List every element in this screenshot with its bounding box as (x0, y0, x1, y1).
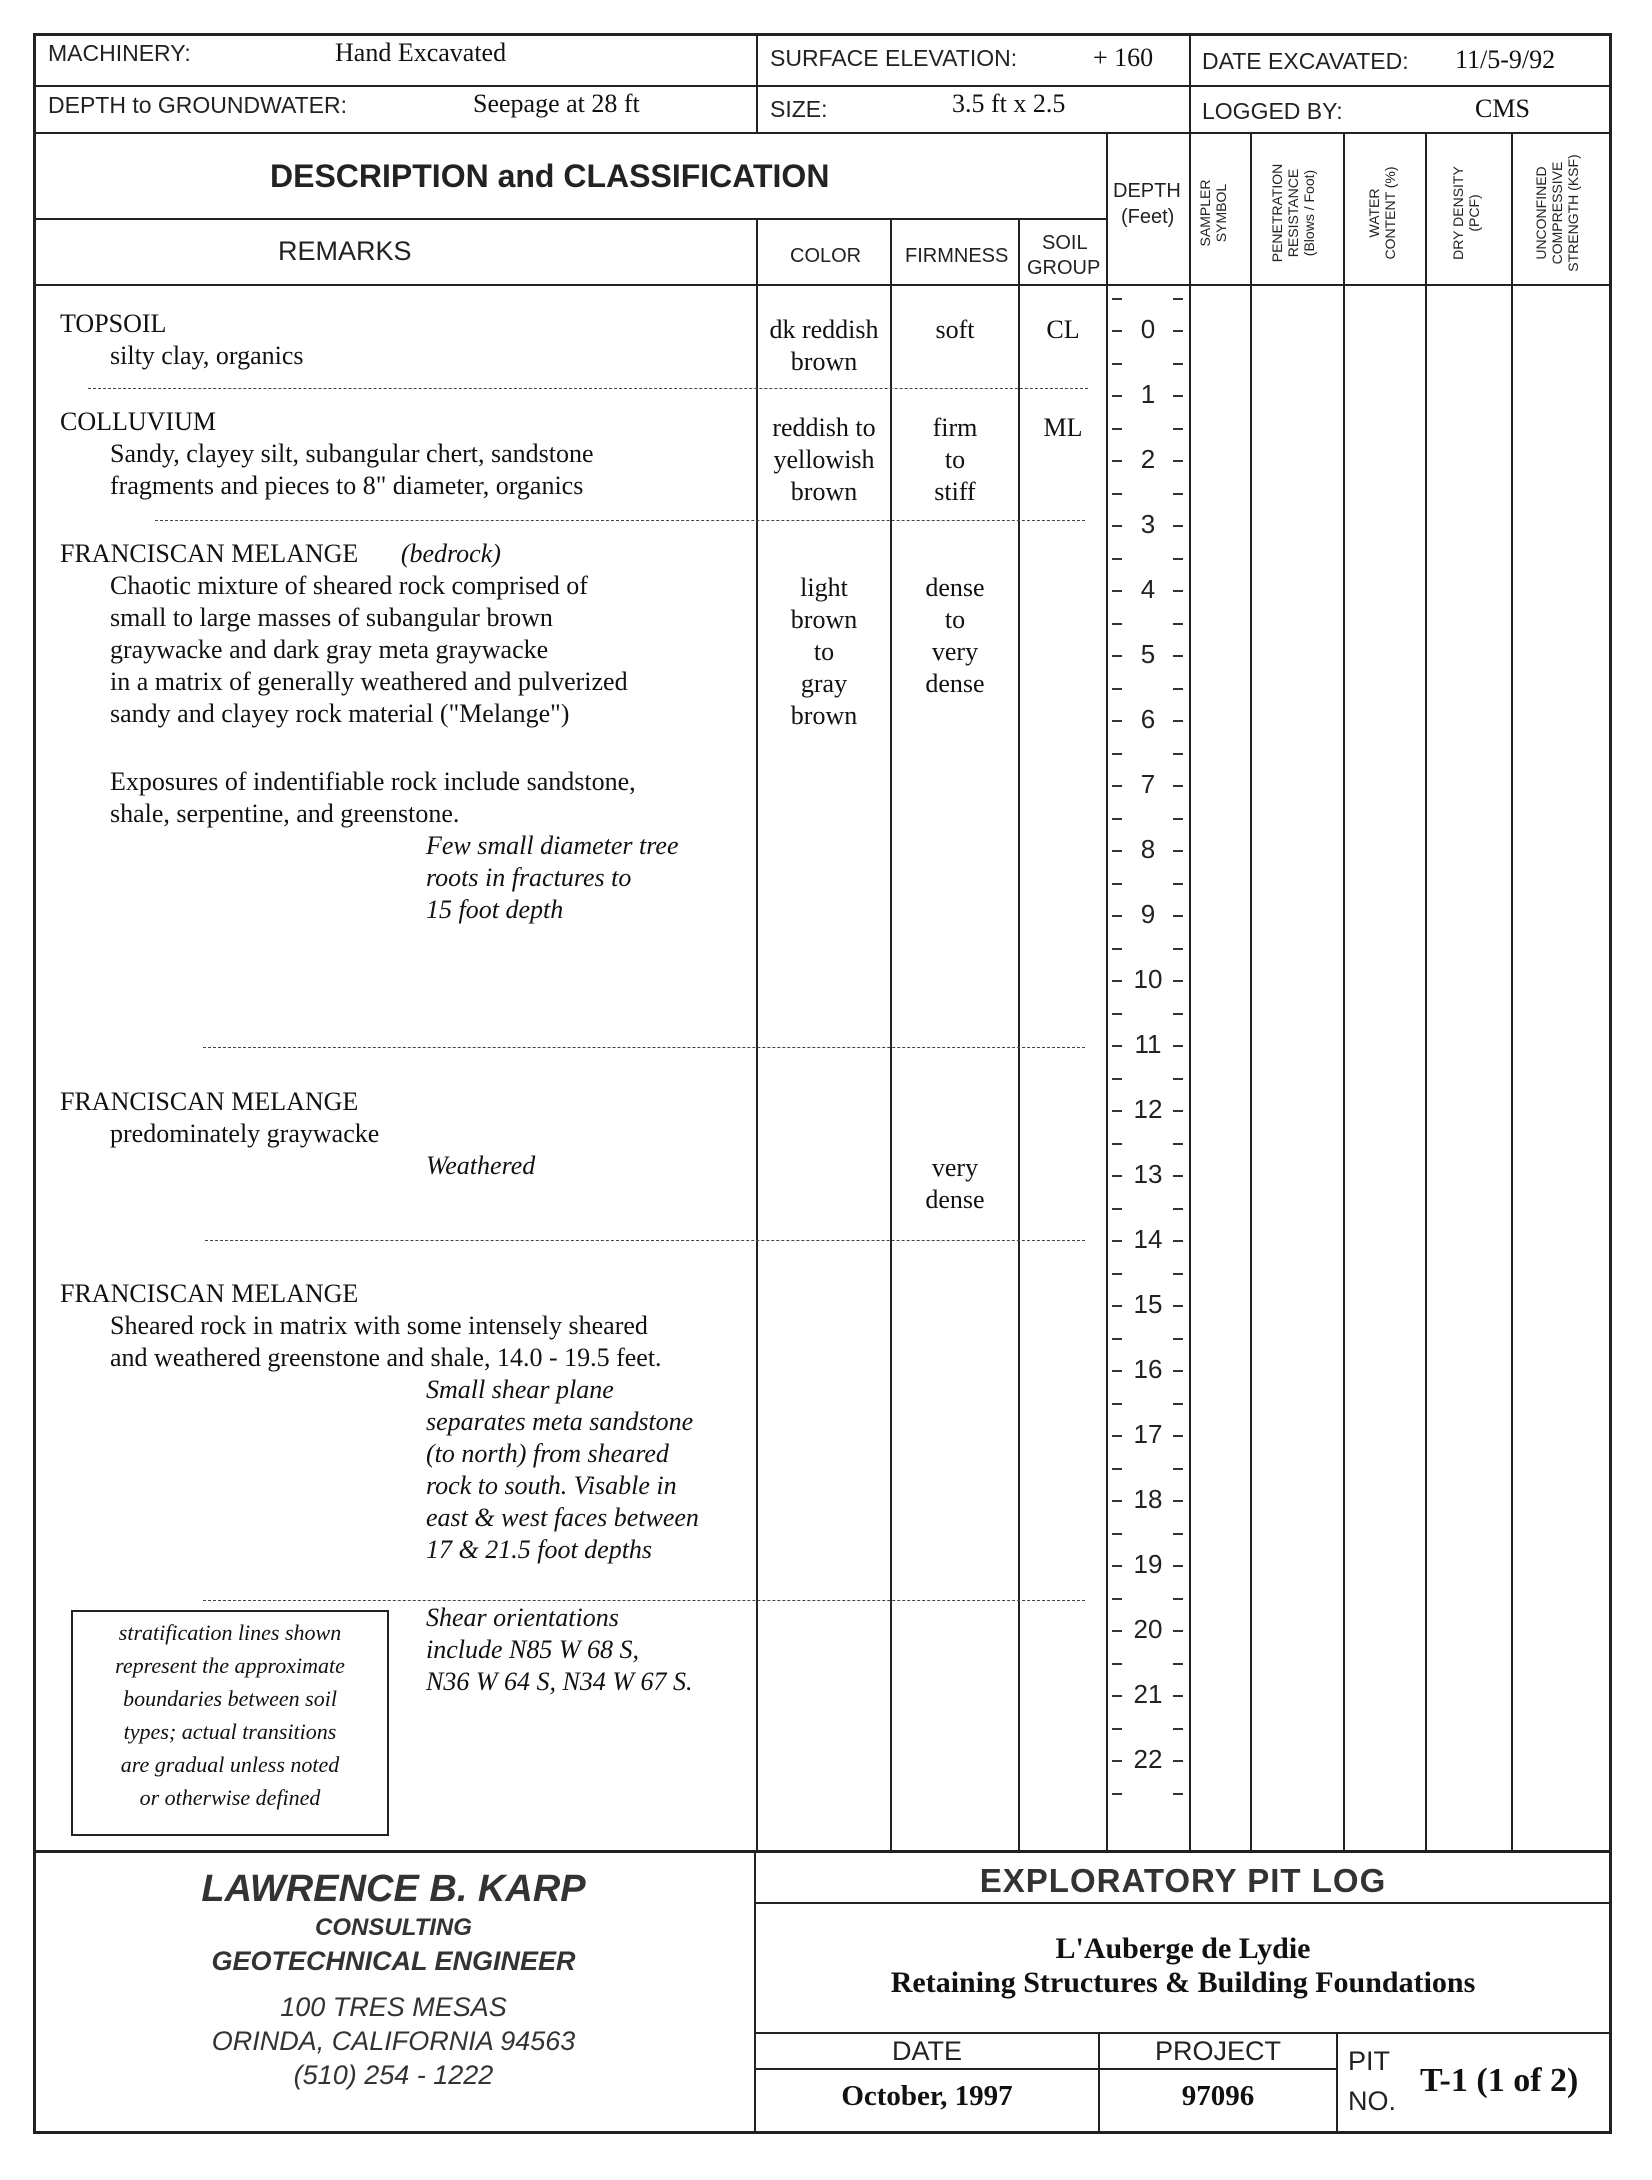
dry-header-line: DRY DENSITY (1450, 166, 1466, 260)
color-line: yellowish (773, 445, 875, 474)
depth-tick (1173, 1793, 1183, 1795)
color-line: brown (790, 347, 858, 376)
water-header-line: WATER (1366, 188, 1382, 238)
note-line: represent the approximate (115, 1653, 345, 1678)
depth-label: 15 (1133, 1289, 1163, 1319)
layer-soil-group: ML (1043, 413, 1083, 442)
layer-melange-sheared (60, 1278, 662, 1374)
depth-tick (1173, 1403, 1183, 1405)
depth-tick (1173, 1435, 1183, 1437)
depth-tick (1112, 688, 1122, 690)
note-line: Shear orientations (426, 1603, 619, 1632)
layer-firmness (892, 314, 1018, 346)
depth-tick (1112, 1208, 1122, 1210)
depth-label: 5 (1140, 639, 1156, 669)
depth-tick (1112, 655, 1122, 657)
color-line: brown (790, 701, 858, 730)
depth-label: 21 (1133, 1679, 1163, 1709)
layer-name: FRANCISCAN MELANGE (60, 1087, 359, 1116)
firmness-line: dense (925, 1185, 985, 1214)
ucs-header-line: COMPRESSIVE (1549, 161, 1565, 265)
divider (754, 2068, 1336, 2070)
layer-topsoil (60, 308, 304, 372)
stratification-line (203, 1047, 1085, 1048)
depth-tick (1112, 948, 1122, 950)
depth-label: 17 (1133, 1419, 1163, 1449)
depth-header-1: DEPTH (1113, 180, 1181, 202)
layer-colluvium (60, 406, 594, 502)
depth-tick (1173, 753, 1183, 755)
stratification-note-box (71, 1610, 389, 1836)
depth-tick (1112, 883, 1122, 885)
depth-tick (1173, 915, 1183, 917)
firmness-line: dense (925, 669, 985, 698)
groundwater-value: Seepage at 28 ft (473, 89, 640, 118)
depth-tick (1112, 1793, 1122, 1795)
layer-name: FRANCISCAN MELANGE (60, 1279, 359, 1308)
note-line: N36 W 64 S, N34 W 67 S. (426, 1667, 693, 1696)
water-content-header (1366, 143, 1402, 283)
depth-tick (1112, 915, 1122, 917)
depth-tick (1112, 980, 1122, 982)
depth-tick (1112, 1078, 1122, 1080)
ucs-header (1533, 138, 1589, 288)
layer-line: sandy and clayey rock material ("Melange") (110, 699, 570, 728)
layer-exposures (110, 766, 636, 830)
firmness-line: very (931, 1153, 979, 1182)
depth-tick (1173, 1533, 1183, 1535)
depth-tick (1173, 1338, 1183, 1340)
logged-by-value: CMS (1475, 94, 1530, 123)
note-line: types; actual transitions (123, 1719, 337, 1744)
depth-tick (1173, 1208, 1183, 1210)
depth-tick (1173, 1273, 1183, 1275)
depth-label: 22 (1133, 1744, 1163, 1774)
layer-name: COLLUVIUM (60, 407, 216, 436)
depth-tick (1173, 785, 1183, 787)
stratification-line (205, 1240, 1085, 1241)
firmness-line: firm (932, 413, 978, 442)
divider (1343, 132, 1345, 1852)
depth-tick (1173, 688, 1183, 690)
depth-tick (1173, 1240, 1183, 1242)
layer-line: graywacke and dark gray meta graywacke (110, 635, 549, 664)
penetration-header-line: RESISTANCE (1285, 168, 1301, 258)
depth-label: 3 (1140, 509, 1156, 539)
depth-tick (1173, 623, 1183, 625)
note-line: Few small diameter tree (426, 831, 679, 860)
firmness-line: to (944, 605, 966, 634)
depth-tick (1112, 590, 1122, 592)
water-header-line: CONTENT (%) (1382, 166, 1398, 260)
sampler-header (1197, 143, 1233, 283)
depth-tick (1173, 493, 1183, 495)
depth-tick (1112, 623, 1122, 625)
soil-group-header-2: GROUP (1027, 257, 1101, 279)
color-line: gray (800, 669, 848, 698)
depth-tick (1112, 850, 1122, 852)
ucs-header-line: STRENGTH (KSF) (1565, 154, 1581, 272)
stratification-note (73, 1612, 387, 1814)
divider (33, 85, 1612, 87)
stratification-line (88, 388, 1088, 389)
surface-elevation-label: SURFACE ELEVATION: (770, 45, 1018, 71)
depth-tick (1173, 1630, 1183, 1632)
depth-tick (1112, 298, 1122, 300)
depth-tick (1173, 330, 1183, 332)
soil-group-header-1: SOIL (1042, 232, 1088, 254)
date-excavated-value: 11/5-9/92 (1455, 45, 1556, 74)
depth-tick (1112, 558, 1122, 560)
depth-tick (1173, 980, 1183, 982)
depth-label: 16 (1133, 1354, 1163, 1384)
divider (33, 132, 1612, 134)
depth-tick (1173, 1598, 1183, 1600)
surface-elevation-value: + 160 (1093, 43, 1154, 72)
depth-tick (1173, 948, 1183, 950)
note-line: or otherwise defined (139, 1785, 321, 1810)
color-line: light (800, 573, 848, 602)
dry-density-header (1450, 143, 1486, 283)
depth-tick (1112, 785, 1122, 787)
depth-tick (1112, 720, 1122, 722)
firmness-line: soft (935, 315, 975, 344)
depth-tick (1112, 1338, 1122, 1340)
layer-line: and weathered greenstone and shale, 14.0 - 19.5 feet. (110, 1343, 662, 1372)
depth-tick (1112, 1110, 1122, 1112)
layer-name: TOPSOIL (60, 309, 167, 338)
engineer-phone: (510) 254 - 1222 (293, 2060, 494, 2090)
color-line: brown (790, 477, 858, 506)
ucs-header-line: UNCONFINED (1533, 166, 1549, 260)
sampler-header-line: SAMPLER (1197, 179, 1213, 247)
depth-tick (1173, 818, 1183, 820)
note-line: east & west faces between (426, 1503, 699, 1532)
layer-line: Exposures of indentifiable rock include sandstone, (110, 767, 636, 796)
project-description: Retaining Structures & Building Foundations (890, 1966, 1476, 1999)
depth-tick (1173, 1078, 1183, 1080)
divider (756, 33, 758, 132)
depth-label: 18 (1133, 1484, 1163, 1514)
depth-tick (1173, 460, 1183, 462)
depth-tick (1112, 460, 1122, 462)
penetration-header-line: (Blows / Foot) (1301, 169, 1317, 257)
layer-shear-orientations (426, 1602, 693, 1698)
divider (1425, 132, 1427, 1852)
dry-header-line: (PCF) (1466, 194, 1482, 232)
pit-number: T-1 (1 of 2) (1420, 2062, 1579, 2099)
note-line: separates meta sandstone (426, 1407, 694, 1436)
depth-label: 9 (1140, 899, 1156, 929)
depth-tick (1173, 1013, 1183, 1015)
depth-tick (1173, 1565, 1183, 1567)
depth-tick (1112, 1305, 1122, 1307)
layer-line: Chaotic mixture of sheared rock comprised of (110, 571, 588, 600)
depth-label: 8 (1140, 834, 1156, 864)
layer-line: in a matrix of generally weathered and pulverized (110, 667, 628, 696)
depth-label: 0 (1140, 314, 1156, 344)
logged-by-label: LOGGED BY: (1202, 98, 1343, 124)
depth-tick (1112, 1695, 1122, 1697)
layer-color (758, 314, 890, 378)
depth-tick (1173, 1728, 1183, 1730)
divider (1018, 218, 1020, 1852)
penetration-header (1269, 138, 1325, 288)
depth-tick (1112, 1045, 1122, 1047)
depth-label: 19 (1133, 1549, 1163, 1579)
project-label: PROJECT (1154, 2036, 1281, 2066)
depth-tick (1112, 1143, 1122, 1145)
layer-line: small to large masses of subangular brown (110, 603, 553, 632)
depth-tick (1112, 1370, 1122, 1372)
machinery-label: MACHINERY: (48, 40, 191, 66)
depth-tick (1173, 298, 1183, 300)
firmness-line: very (931, 637, 979, 666)
layer-qualifier: (bedrock) (400, 539, 501, 568)
depth-label: 13 (1133, 1159, 1163, 1189)
depth-tick (1112, 525, 1122, 527)
depth-label: 2 (1140, 444, 1156, 474)
depth-tick (1173, 1760, 1183, 1762)
layer-line: Sandy, clayey silt, subangular chert, sandstone (110, 439, 594, 468)
firmness-line: to (944, 445, 966, 474)
stratification-line (203, 1600, 1085, 1601)
depth-tick (1173, 883, 1183, 885)
depth-tick (1173, 395, 1183, 397)
depth-tick (1173, 850, 1183, 852)
layer-roots-note (426, 830, 678, 926)
penetration-header-line: PENETRATION (1269, 163, 1285, 263)
depth-tick (1112, 330, 1122, 332)
depth-tick (1173, 1143, 1183, 1145)
date-excavated-label: DATE EXCAVATED: (1202, 48, 1409, 74)
depth-tick (1112, 1500, 1122, 1502)
layer-melange-bedrock (60, 538, 628, 730)
depth-tick (1112, 1435, 1122, 1437)
divider (1106, 132, 1108, 1852)
depth-tick (1112, 1663, 1122, 1665)
layer-line: predominately graywacke (110, 1119, 380, 1148)
layer-name: FRANCISCAN MELANGE (60, 539, 359, 568)
engineer-title-2: GEOTECHNICAL ENGINEER (211, 1946, 576, 1976)
depth-tick (1112, 1175, 1122, 1177)
depth-tick (1173, 525, 1183, 527)
depth-label: 7 (1140, 769, 1156, 799)
date-label: DATE (891, 2036, 962, 2066)
divider (754, 2032, 1612, 2034)
note-line: Small shear plane (426, 1375, 614, 1404)
depth-tick (1112, 1533, 1122, 1535)
depth-label: 1 (1140, 379, 1156, 409)
depth-tick (1173, 1175, 1183, 1177)
description-title: DESCRIPTION and CLASSIFICATION (270, 158, 830, 194)
color-line: dk reddish (769, 315, 879, 344)
depth-label: 4 (1140, 574, 1156, 604)
layer-firmness (892, 572, 1018, 700)
depth-tick (1112, 1468, 1122, 1470)
note-line: 15 foot depth (426, 895, 564, 924)
depth-tick (1112, 1013, 1122, 1015)
depth-tick (1173, 1110, 1183, 1112)
depth-label: 10 (1133, 964, 1163, 994)
firmness-header: FIRMNESS (905, 245, 1009, 267)
divider (1511, 132, 1513, 1852)
layer-line: silty clay, organics (110, 341, 304, 370)
divider (1189, 33, 1191, 132)
divider (1250, 132, 1252, 1852)
depth-tick (1173, 1663, 1183, 1665)
depth-tick (1112, 428, 1122, 430)
layer-firmness (892, 412, 1018, 508)
note-line: 17 & 21.5 foot depths (426, 1535, 653, 1564)
divider (33, 284, 1612, 286)
color-line: to (813, 637, 835, 666)
depth-label: 6 (1140, 704, 1156, 734)
firmness-line: dense (925, 573, 985, 602)
layer-soil-group: CL (1046, 315, 1080, 344)
layer-firmness (892, 1152, 1018, 1216)
depth-tick (1173, 1468, 1183, 1470)
depth-tick (1112, 1240, 1122, 1242)
pit-label-2: NO. (1348, 2086, 1397, 2116)
depth-tick (1112, 1598, 1122, 1600)
note-line: roots in fractures to (426, 863, 632, 892)
depth-label: 11 (1134, 1029, 1162, 1059)
stratification-line (155, 520, 1085, 521)
pit-label-1: PIT (1348, 2046, 1391, 2076)
depth-tick (1112, 1403, 1122, 1405)
depth-tick (1173, 590, 1183, 592)
depth-tick (1112, 1565, 1122, 1567)
depth-header-2: (Feet) (1121, 206, 1175, 228)
note-line: rock to south. Visable in (426, 1471, 677, 1500)
note-line: include N85 W 68 S, (426, 1635, 640, 1664)
layer-color (758, 572, 890, 732)
depth-tick (1173, 720, 1183, 722)
log-title: EXPLORATORY PIT LOG (979, 1862, 1387, 1899)
groundwater-label: DEPTH to GROUNDWATER: (48, 92, 348, 118)
firmness-line: stiff (934, 477, 976, 506)
layer-color (758, 412, 890, 508)
depth-tick (1173, 1695, 1183, 1697)
layer-shear-plane-note (426, 1374, 699, 1566)
note-line: are gradual unless noted (120, 1752, 340, 1777)
depth-tick (1173, 1045, 1183, 1047)
layer-melange-graywacke (60, 1086, 379, 1150)
depth-label: 20 (1133, 1614, 1163, 1644)
project-number: 97096 (1181, 2080, 1255, 2112)
layer-line: Sheared rock in matrix with some intensely sheared (110, 1311, 648, 1340)
layer-line: shale, serpentine, and greenstone. (110, 799, 460, 828)
depth-tick (1173, 655, 1183, 657)
depth-tick (1173, 428, 1183, 430)
note-line: boundaries between soil (123, 1686, 337, 1711)
depth-tick (1112, 363, 1122, 365)
note-line: (to north) from sheared (426, 1439, 669, 1468)
size-label: SIZE: (770, 96, 828, 122)
depth-tick (1112, 1273, 1122, 1275)
divider (33, 1850, 1612, 1853)
color-line: reddish to (772, 413, 876, 442)
layer-weathered: Weathered (426, 1151, 536, 1180)
depth-tick (1173, 363, 1183, 365)
engineer-name: LAWRENCE B. KARP (201, 1868, 586, 1910)
divider (1336, 2032, 1338, 2134)
engineer-address-2: ORINDA, CALIFORNIA 94563 (211, 2026, 576, 2056)
size-value: 3.5 ft x 2.5 (952, 89, 1066, 118)
depth-tick (1112, 753, 1122, 755)
depth-tick (1112, 1728, 1122, 1730)
depth-label: 14 (1133, 1224, 1163, 1254)
divider (33, 218, 1106, 220)
color-line: brown (790, 605, 858, 634)
divider (1189, 132, 1191, 1852)
engineer-address-1: 100 TRES MESAS (280, 1992, 507, 2022)
depth-tick (1173, 1305, 1183, 1307)
depth-tick (1112, 493, 1122, 495)
depth-label: 12 (1133, 1094, 1163, 1124)
depth-tick (1112, 395, 1122, 397)
depth-tick (1112, 818, 1122, 820)
layer-name-row (60, 538, 628, 570)
depth-tick (1173, 558, 1183, 560)
depth-tick (1173, 1370, 1183, 1372)
date-value: October, 1997 (841, 2080, 1013, 2112)
remarks-header: REMARKS (278, 236, 412, 266)
machinery-value: Hand Excavated (335, 38, 507, 67)
engineer-title-1: CONSULTING (315, 1914, 472, 1941)
depth-tick (1112, 1760, 1122, 1762)
depth-tick (1112, 1630, 1122, 1632)
divider (754, 1902, 1612, 1904)
project-name: L'Auberge de Lydie (1055, 1932, 1311, 1965)
layer-line: fragments and pieces to 8" diameter, organics (110, 471, 584, 500)
sampler-header-line: SYMBOL (1213, 183, 1229, 243)
color-header: COLOR (790, 245, 862, 267)
note-line: stratification lines shown (118, 1620, 342, 1645)
depth-tick (1173, 1500, 1183, 1502)
